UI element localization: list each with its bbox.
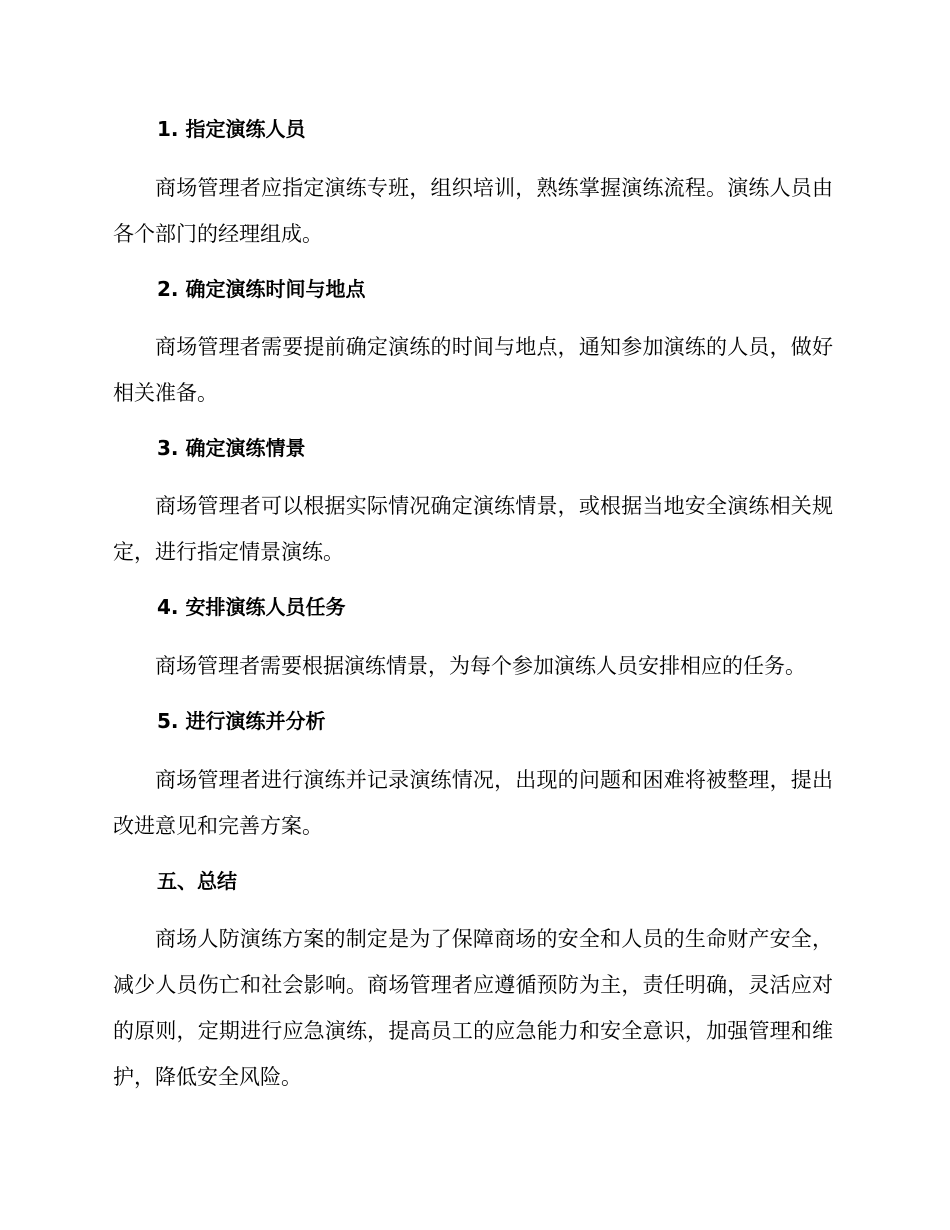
- section-heading: 五、总结: [157, 869, 237, 893]
- section-paragraph: 商场管理者需要根据演练情景，为每个参加演练人员安排相应的任务。: [155, 654, 806, 678]
- section-heading: 2. 确定演练时间与地点: [157, 277, 366, 301]
- section-paragraph: 商场管理者需要提前确定演练的时间与地点，通知参加演练的人员，做好相关准备。: [113, 335, 833, 405]
- section-paragraph: 商场管理者进行演练并记录演练情况，出现的问题和困难将被整理，提出改进意见和完善方案。: [113, 768, 833, 838]
- section-heading: 4. 安排演练人员任务: [157, 595, 346, 619]
- section-paragraph: 商场管理者应指定演练专班，组织培训，熟练掌握演练流程。演练人员由各个部门的经理组成。: [113, 176, 833, 246]
- section-heading: 3. 确定演练情景: [157, 436, 306, 460]
- section-heading: 1. 指定演练人员: [157, 117, 306, 141]
- section-paragraph: 商场人防演练方案的制定是为了保障商场的安全和人员的生命财产安全，减少人员伤亡和社会影响。商场管理者应遵循预防为主，责任明确，灵活应对的原则，定期进行应急演练，提高员工的应急能力和安全意识，加强管理和维护，降低安全风险。: [113, 927, 833, 1089]
- section-heading: 5. 进行演练并分析: [157, 709, 326, 733]
- section-paragraph: 商场管理者可以根据实际情况确定演练情景，或根据当地安全演练相关规定，进行指定情景演练。: [113, 494, 833, 564]
